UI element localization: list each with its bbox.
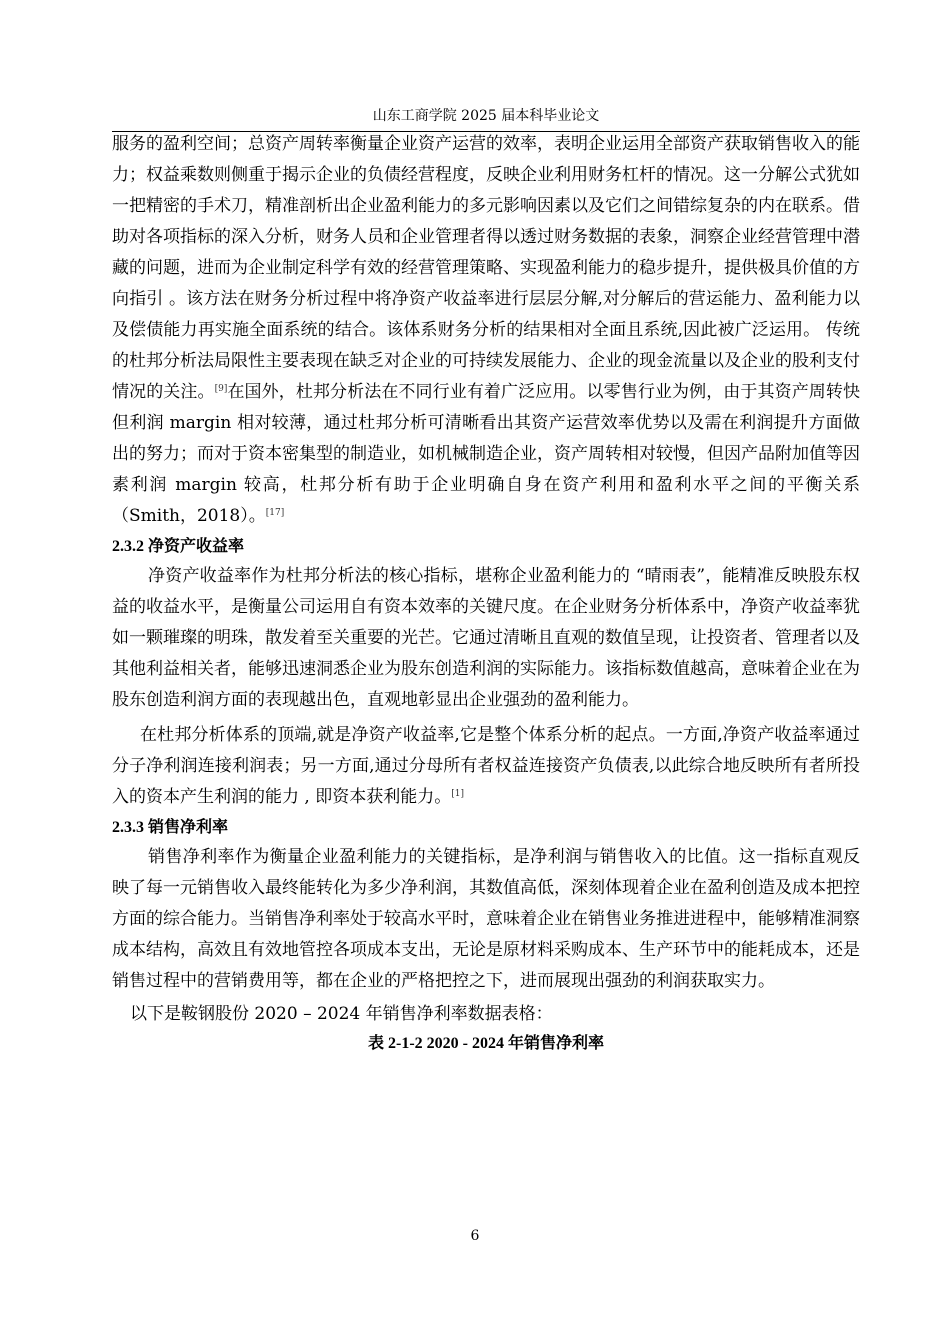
paragraph-text: 服务的盈利空间；总资产周转率衡量企业资产运营的效率，表明企业运用全部资产获取销售收入的能力；权益乘数则侧重于揭示企业的负债经营程度，反映企业利用财务杠杆的情况。这一分解公式犹如一把精密的手术刀，精准剖析出企业盈利能力的多元影响因素以及它们之间错综复杂的内在联系。借助对各项指标的深入分析，财务人员和企业管理者得以透过财务数据的表象，洞察企业经营管理中潜藏的问题，进而为企业制定科学有效的经营管理策略、实现盈利能力的稳步提升，提供极具价值的方向指引 。该方法在财务分析过程中将净资产收益率进行层层分解,对分解后的营运能力、盈利能力以及偿债能力再实施全面系统的结合。该体系财务分析的结果相对全面且系统,因此被广泛运用。 传统的杜邦分析法局限性主要表现在缺乏对企业的可持续发展能力、企业的现金流量以及企业的股利支付情况的关注。 — [112, 134, 860, 402]
table-caption: 表 2-1-2 2020 - 2024 年销售净利率 — [368, 1035, 604, 1052]
section-heading: 2.3.2 净资产收益率 — [112, 538, 245, 555]
paragraph: 以下是鞍钢股份 2020 – 2024 年销售净利率数据表格： — [130, 1004, 553, 1024]
citation: [1] — [451, 789, 464, 799]
paragraph-text: 在杜邦分析体系的顶端,就是净资产收益率,它是整个体系分析的起点。一方面,净资产收益率通过分子净利润连接利润表；另一方面,通过分母所有者权益连接资产负债表,以此综合地反映所有者所投入的资本产生利润的能力 , 即资本获利能力。 — [112, 725, 860, 807]
paragraph-text: 在国外，杜邦分析法在不同行业有着广泛应用。以零售行业为例，由于其资产周转快但利润 margin 相对较薄，通过杜邦分析可清晰看出其资产运营效率优势以及需在利润提升方面做出的努力；而对于资本密集型的制造业，如机械制造企业，资产周转相对较慢，但因产品附加值等因素利润 margin 较高，杜邦分析有助于企业明确自身在资产利用和盈利水平之间的平衡关系（Smith，2018）。 — [112, 382, 860, 526]
page-body — [112, 129, 860, 1058]
citation: [17] — [265, 508, 285, 518]
page-number: 6 — [470, 1228, 480, 1244]
paragraph — [112, 129, 860, 532]
paragraph: 净资产收益率作为杜邦分析法的核心指标，堪称企业盈利能力的 “晴雨表”，能精准反映股东权益的收益水平，是衡量公司运用自有资本效率的关键尺度。在企业财务分析体系中，净资产收益率犹如一颗璀璨的明珠，散发着至关重要的光芒。它通过清晰且直观的数值呈现，让投资者、管理者以及其他利益相关者，能够迅速洞悉企业为股东创造利润的实际能力。该指标数值越高，意味着企业在为股东创造利润方面的表现越出色，直观地彰显出企业强劲的盈利能力。 — [112, 566, 860, 710]
citation: [9] — [214, 384, 228, 394]
page-header: 山东工商学院 2025 届本科毕业论文 — [372, 108, 600, 124]
paragraph — [112, 720, 860, 813]
paragraph: 销售净利率作为衡量企业盈利能力的关键指标，是净利润与销售收入的比值。这一指标直观反映了每一元销售收入最终能转化为多少净利润，其数值高低，深刻体现着企业在盈利创造及成本把控方面的综合能力。当销售净利率处于较高水平时，意味着企业在销售业务推进进程中，能够精准洞察成本结构，高效且有效地管控各项成本支出，无论是原材料采购成本、生产环节中的能耗成本，还是销售过程中的营销费用等，都在企业的严格把控之下，进而展现出强劲的利润获取实力。 — [112, 847, 860, 991]
section-heading: 2.3.3 销售净利率 — [112, 819, 229, 836]
